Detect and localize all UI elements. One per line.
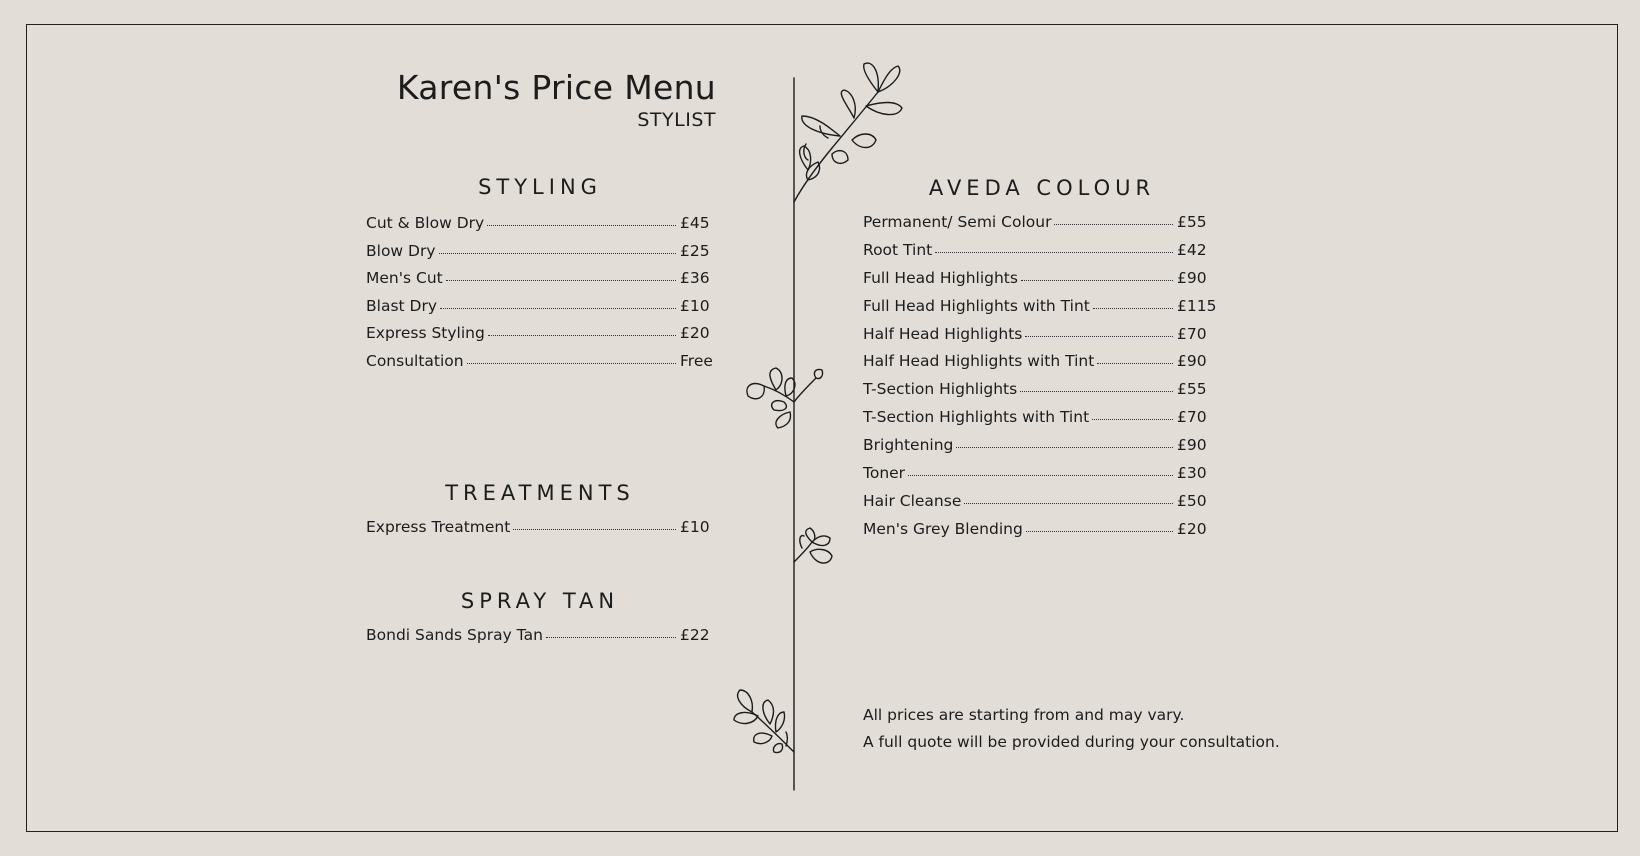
item-price: £25	[680, 241, 710, 260]
item-price: £70	[1177, 324, 1207, 343]
item-name: Consultation	[366, 351, 464, 370]
page-title: Karen's Price Menu	[396, 68, 716, 107]
item-price: £10	[680, 518, 710, 536]
item-name: Full Head Highlights with Tint	[863, 296, 1090, 315]
item-price: £20	[1177, 519, 1207, 538]
item-name: T-Section Highlights with Tint	[863, 408, 1090, 427]
item-name: Half Head Highlights with Tint	[863, 352, 1095, 371]
aveda-colour-heading: AVEDA COLOUR	[928, 176, 1156, 200]
item-name: Permanent/ Semi Colour	[863, 213, 1052, 231]
item-price: £20	[680, 324, 710, 343]
item-price: £45	[680, 214, 710, 232]
item-price: £55	[1177, 213, 1207, 231]
item-name: Express Treatment	[366, 518, 511, 536]
item-name: Half Head Highlights	[863, 324, 1023, 343]
item-name: Brightening	[863, 436, 954, 455]
item-name: Express Styling	[366, 324, 485, 343]
item-price: £42	[1177, 240, 1207, 259]
item-name: Blow Dry	[366, 241, 436, 260]
item-price: £90	[1177, 352, 1207, 371]
note-line: All prices are starting from and may vary.	[863, 706, 1185, 724]
item-name: Men's Grey Blending	[863, 519, 1023, 538]
item-price: £55	[1177, 380, 1207, 399]
item-price: £50	[1177, 491, 1207, 510]
item-name: Full Head Highlights	[863, 268, 1018, 287]
item-name: Cut & Blow Dry	[366, 214, 485, 232]
styling-heading: STYLING	[478, 175, 602, 199]
item-name: Men's Cut	[366, 269, 443, 288]
page-subtitle: STYLIST	[637, 109, 716, 131]
item-price: £90	[1177, 436, 1207, 455]
item-price: £115	[1177, 296, 1217, 315]
item-name: Toner	[863, 464, 906, 483]
item-price: Free	[680, 351, 713, 370]
item-price: £36	[680, 269, 710, 288]
item-price: £70	[1177, 408, 1207, 427]
item-price: £10	[680, 296, 710, 315]
leaf-branch-icon	[747, 368, 823, 428]
spray-tan-heading: SPRAY TAN	[460, 589, 620, 613]
leaf-branch-icon	[794, 528, 832, 563]
item-name: Blast Dry	[366, 296, 437, 315]
leaf-branch-icon	[794, 63, 902, 202]
item-price: £22	[680, 626, 710, 644]
item-price: £30	[1177, 464, 1207, 483]
item-name: Root Tint	[863, 240, 933, 259]
item-name: Bondi Sands Spray Tan	[366, 626, 543, 644]
item-name: Hair Cleanse	[863, 491, 962, 510]
treatments-heading: TREATMENTS	[445, 481, 635, 505]
item-name: T-Section Highlights	[863, 380, 1018, 399]
leaf-branch-icon	[734, 690, 794, 753]
note-line: A full quote will be provided during your consultation.	[863, 733, 1280, 751]
item-price: £90	[1177, 268, 1207, 287]
